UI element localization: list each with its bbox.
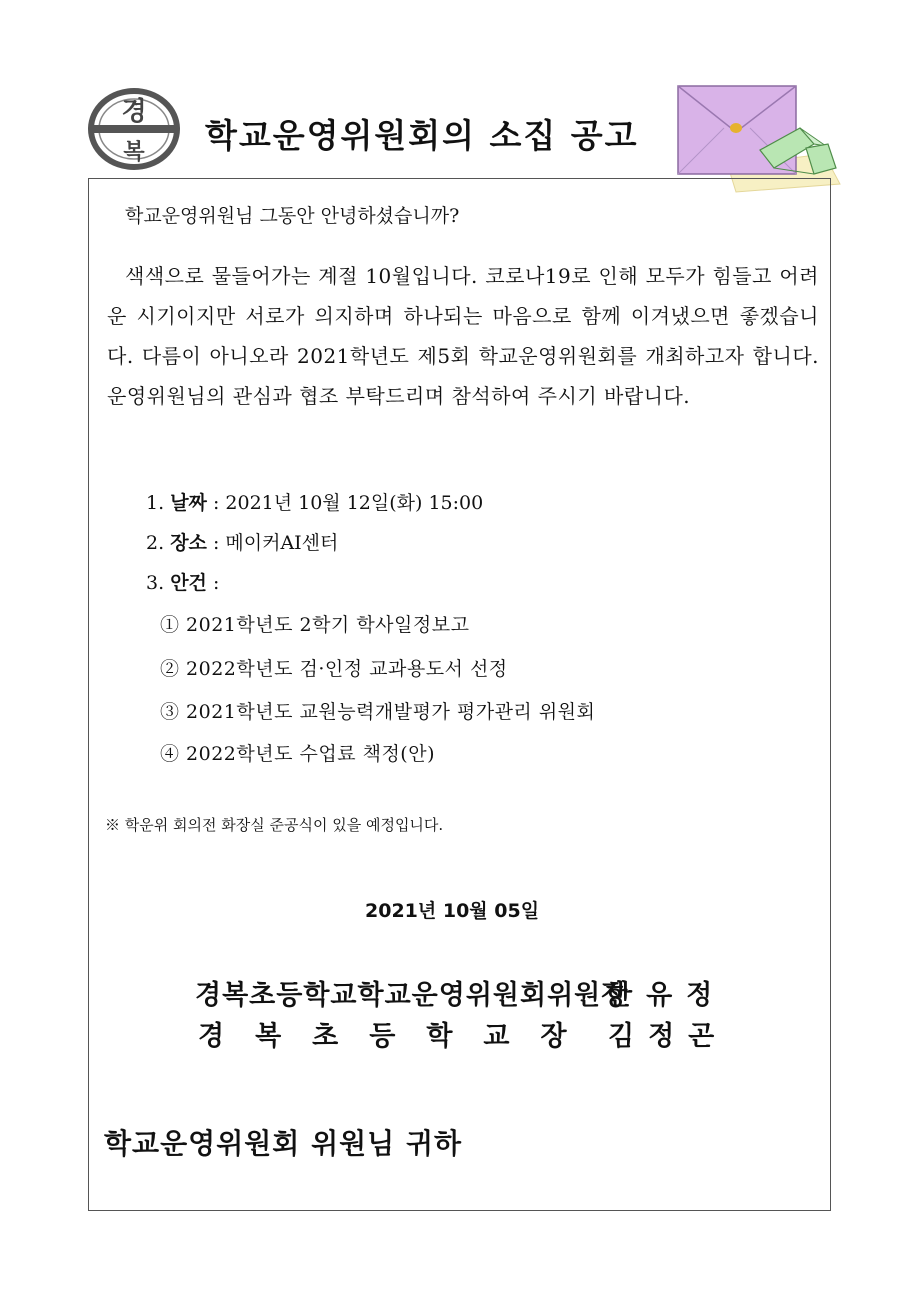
info-agenda: [146, 568, 219, 595]
signature-name-chair: 한유정: [606, 980, 727, 1011]
logo-char-bottom: 복: [123, 140, 145, 165]
info-date: [146, 488, 483, 515]
signature-title-principal: 경복초등학교장: [198, 1021, 598, 1052]
agenda-item: ② 2022학년도 검·인정 교과용도서 선정: [160, 658, 508, 680]
info-value: :: [206, 572, 220, 594]
agenda-item: ④ 2022학년도 수업료 책정(안): [160, 743, 435, 765]
info-number: 3.: [146, 572, 165, 594]
body-paragraph: 색색으로 물들어가는 계절 10월입니다. 코로나19로 인해 모두가 힘들고 어려운 시기이지만 서로가 의지하며 하나되는 마음으로 함께 이겨냈으면 좋겠습니다. 다름이 아니오라 2021학년도 제5회 학교운영위원회를 개최하고자 합니다. 운영위원님의 관심과 협조 부탁드리며 참석하여 주시기 바랍니다.: [107, 264, 819, 408]
recipient-line: 학교운영위원회 위원님 귀하: [104, 1127, 463, 1160]
signature-name-principal: 김정곤: [608, 1021, 729, 1052]
school-logo: [88, 88, 180, 170]
info-label: 날짜: [170, 492, 207, 514]
info-label: 안건: [170, 572, 207, 594]
agenda-item: ③ 2021학년도 교원능력개발평가 평가관리 위원회: [160, 701, 596, 723]
signature-title-chair: 경복초등학교학교운영위원회위원장: [195, 980, 629, 1011]
agenda-item: ① 2021학년도 2학기 학사일정보고: [160, 614, 470, 636]
info-label: 장소: [170, 532, 207, 554]
logo-char-top: 경: [121, 97, 147, 127]
issue-date: 2021년 10월 05일: [365, 900, 540, 922]
info-place: [146, 528, 338, 555]
page-title: 학교운영위원회의 소집 공고: [205, 116, 639, 155]
footnote: ※ 학운위 회의전 화장실 준공식이 있을 예정입니다.: [105, 816, 444, 834]
info-value: : 메이커AI센터: [206, 532, 339, 554]
info-number: 1.: [146, 492, 165, 514]
info-value: : 2021년 10월 12일(화) 15:00: [206, 492, 484, 514]
info-number: 2.: [146, 532, 165, 554]
greeting: 학교운영위원님 그동안 안녕하셨습니까?: [125, 205, 460, 227]
